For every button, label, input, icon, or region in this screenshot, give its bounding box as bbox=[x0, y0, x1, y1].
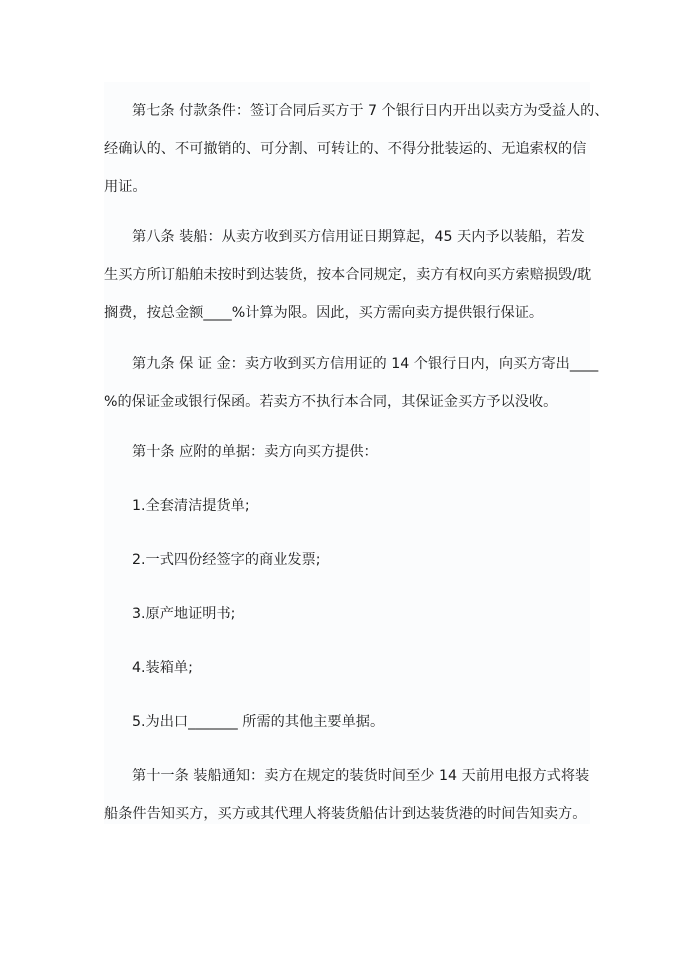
article-8-line-3: 搁费，按总金额____%计算为限。因此，买方需向卖方提供银行保证。 bbox=[104, 305, 544, 321]
article-11-line-2: 船条件告知买方，买方或其代理人将装货船估计到达装货港的时间告知卖方。 bbox=[104, 806, 587, 822]
article-8-line-2: 生买方所订船舶未按时到达装货，按本合同规定，卖方有权向买方索赔损毁/耽 bbox=[104, 267, 592, 283]
article-10-item-4: 4.装箱单; bbox=[132, 660, 193, 676]
article-11-shipment-notice bbox=[104, 757, 594, 833]
article-7-line-2: 经确认的、不可撤销的、可分割、可转让的、不得分批装运的、无追索权的信 bbox=[104, 141, 587, 157]
article-7-payment-terms bbox=[104, 92, 609, 206]
article-8-line-1: 第八条 装船：从卖方收到买方信用证日期算起，45 天内予以装船，若发 bbox=[132, 229, 585, 245]
article-10-heading: 第十条 应附的单据：卖方向买方提供： bbox=[132, 444, 378, 460]
article-10-item-3: 3.原产地证明书; bbox=[132, 606, 236, 622]
article-10-item-2: 2.一式四份经签字的商业发票; bbox=[132, 552, 321, 568]
article-9-line-1: 第九条 保 证 金：卖方收到买方信用证的 14 个银行日内，向买方寄出____ bbox=[132, 356, 599, 372]
article-10-item-5: 5.为出口_______ 所需的其他主要单据。 bbox=[132, 714, 385, 730]
article-9-deposit bbox=[104, 345, 599, 421]
article-11-line-1: 第十一条 装船通知：卖方在规定的装货时间至少 14 天前用电报方式将装 bbox=[132, 768, 590, 784]
article-7-line-3: 用证。 bbox=[104, 179, 147, 195]
article-8-shipment bbox=[104, 218, 594, 332]
article-10-item-1: 1.全套清洁提货单; bbox=[132, 498, 250, 514]
article-9-line-2: %的保证金或银行保函。若卖方不执行本合同，其保证金买方予以没收。 bbox=[104, 394, 558, 410]
article-7-line-1: 第七条 付款条件：签订合同后买方于 7 个银行日内开出以卖方为受益人的、 bbox=[132, 103, 609, 119]
